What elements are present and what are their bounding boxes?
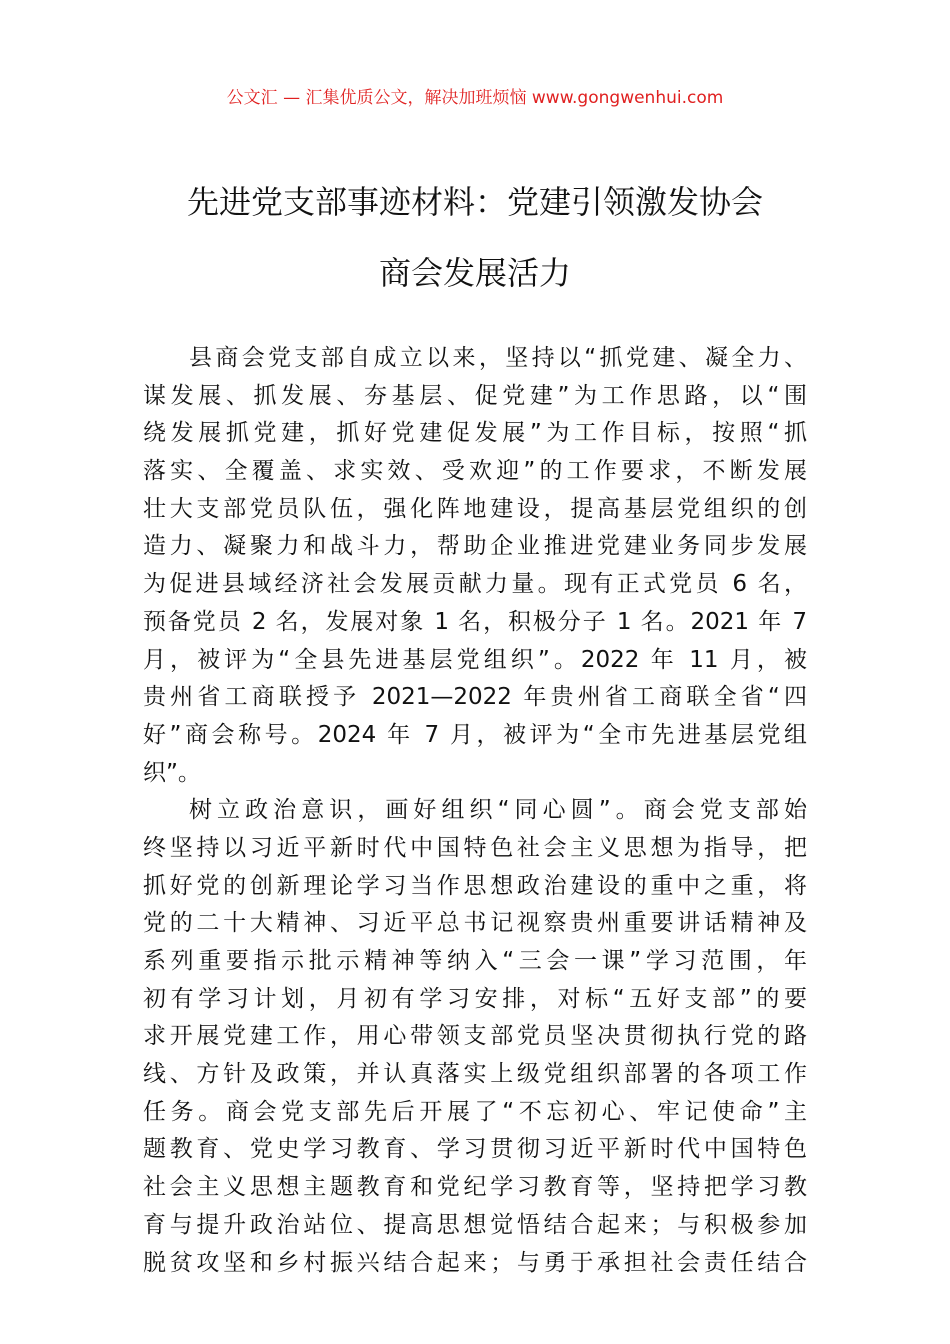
paragraph-line: 好”商会称号。2024 年 7 月，被评为“全市先进基层党组 xyxy=(143,721,807,748)
document-body xyxy=(143,340,807,1282)
paragraph-line: 终坚持以习近平新时代中国特色社会主义思想为指导，把 xyxy=(143,834,807,861)
paragraph-line: 党的二十大精神、习近平总书记视察贵州重要讲话精神及 xyxy=(143,910,807,937)
paragraph-line: 落实、全覆盖、求实效、受欢迎”的工作要求，不断发展 xyxy=(143,458,807,485)
paragraph-line: 绕发展抓党建，抓好党建促发展”为工作目标，按照“抓 xyxy=(143,420,807,447)
paragraph-line: 贵州省工商联授予 2021—2022 年贵州省工商联全省“四 xyxy=(143,684,807,711)
site-banner: 公文汇 — 汇集优质公文，解决加班烦恼 www.gongwenhui.com xyxy=(226,88,724,108)
paragraph-line: 初有学习计划，月初有学习安排，对标“五好支部”的要 xyxy=(143,985,807,1012)
document-title-line-1: 先进党支部事迹材料：党建引领激发协会 xyxy=(186,183,763,221)
paragraph-line: 题教育、党史学习教育、学习贯彻习近平新时代中国特色 xyxy=(143,1136,807,1163)
document-title-line-2: 商会发展活力 xyxy=(378,254,571,292)
paragraph-line: 线、方针及政策，并认真落实上级党组织部署的各项工作 xyxy=(143,1061,807,1088)
paragraph-line: 织”。 xyxy=(143,759,201,786)
paragraph-line: 抓好党的创新理论学习当作思想政治建设的重中之重，将 xyxy=(143,872,807,899)
paragraph-line: 预备党员 2 名，发展对象 1 名，积极分子 1 名。2021 年 7 xyxy=(143,608,807,635)
paragraph-line: 造力、凝聚力和战斗力，帮助企业推进党建业务同步发展 xyxy=(143,533,807,560)
paragraph-line: 脱贫攻坚和乡村振兴结合起来；与勇于承担社会责任结合 xyxy=(143,1249,807,1276)
paragraph-line: 树立政治意识，画好组织“同心圆”。商会党支部始 xyxy=(189,797,807,824)
paragraph-line: 求开展党建工作，用心带领支部党员坚决贯彻执行党的路 xyxy=(143,1023,807,1050)
paragraph-line: 月，被评为“全县先进基层党组织”。2022 年 11 月，被 xyxy=(143,646,807,673)
paragraph-line: 谋发展、抓发展、夯基层、促党建”为工作思路，以“围 xyxy=(143,382,807,409)
paragraph-line: 为促进县域经济社会发展贡献力量。现有正式党员 6 名， xyxy=(143,571,807,598)
paragraph-line: 任务。商会党支部先后开展了“不忘初心、牢记使命”主 xyxy=(143,1098,807,1125)
paragraph-line: 县商会党支部自成立以来，坚持以“抓党建、凝全力、 xyxy=(189,345,807,371)
paragraph-line: 系列重要指示批示精神等纳入“三会一课”学习范围，年 xyxy=(143,948,807,974)
paragraph-line: 壮大支部党员队伍，强化阵地建设，提高基层党组织的创 xyxy=(143,495,807,522)
paragraph-line: 社会主义思想主题教育和党纪学习教育等，坚持把学习教 xyxy=(143,1174,807,1201)
paragraph-line: 育与提升政治站位、提高思想觉悟结合起来；与积极参加 xyxy=(143,1211,807,1238)
